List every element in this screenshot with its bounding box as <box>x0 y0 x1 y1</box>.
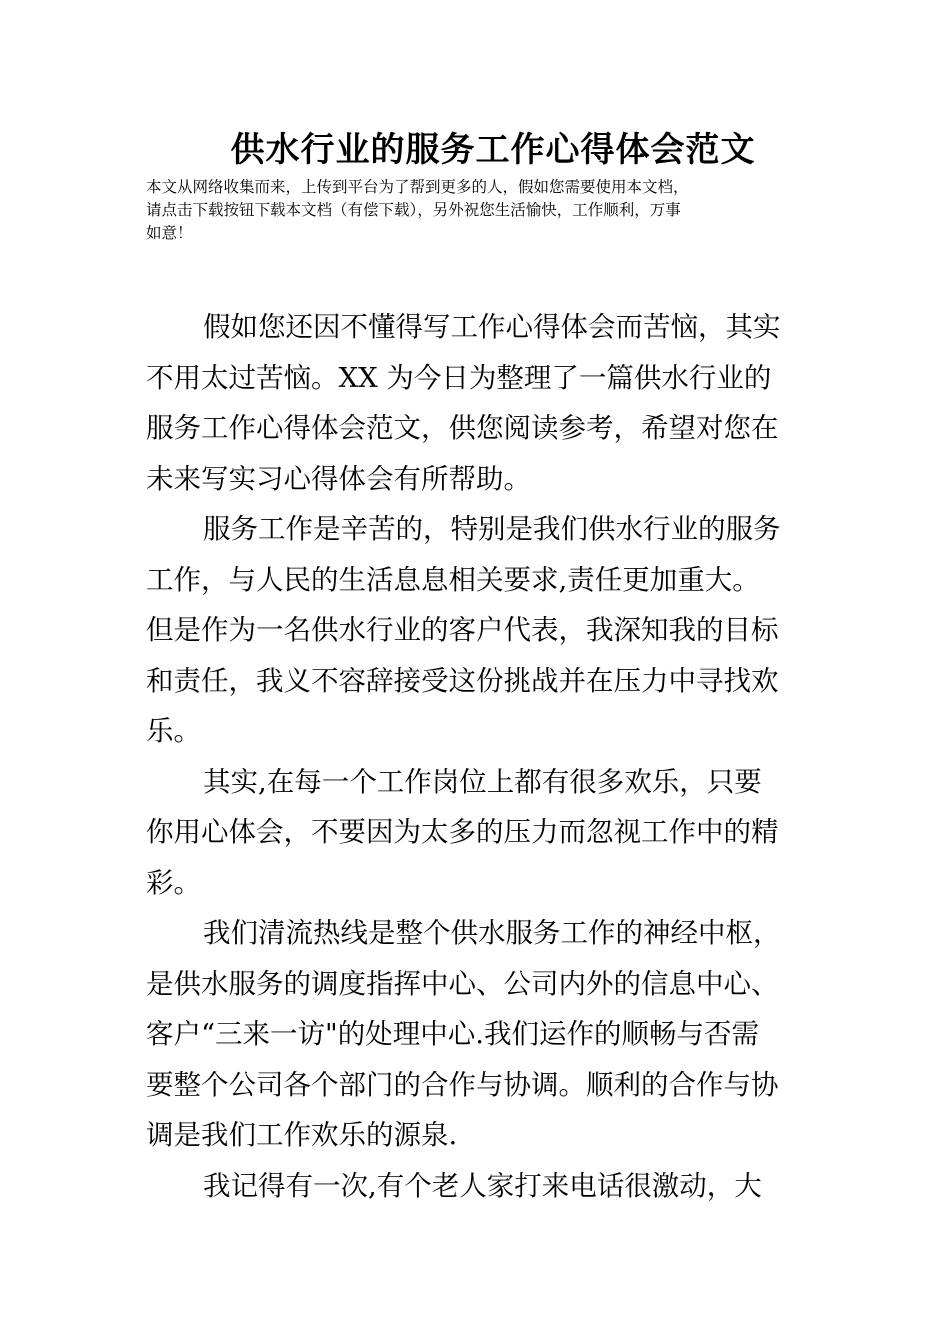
paragraph-line: 假如您还因不懂得写工作心得体会而苦恼，其实 <box>203 311 781 343</box>
paragraph-line: 要整个公司各个部门的合作与协调。顺利的合作与协 <box>146 1068 779 1101</box>
paragraph-line: 客户“三来一访"的处理中心.我们运作的顺畅与否需 <box>146 1018 759 1050</box>
document-title: 供水行业的服务工作心得体会范文 <box>230 130 756 170</box>
paragraph-line: 服务工作心得体会范文，供您阅读参考，希望对您在 <box>146 412 779 444</box>
paragraph-line: 彩。 <box>146 866 201 899</box>
paragraph-line: 我记得有一次,有个老人家打来电话很激动，大 <box>203 1169 762 1202</box>
paragraph-line: 和责任，我义不容辞接受这份挑战并在压力中寻找欢 <box>146 664 779 697</box>
paragraph-line: 服务工作是辛苦的，特别是我们供水行业的服务 <box>203 513 781 545</box>
paragraph-line: 乐。 <box>146 715 201 747</box>
paragraph-line: 是供水服务的调度指挥中心、公司内外的信息中心、 <box>146 967 779 1000</box>
paragraph-line: 调是我们工作欢乐的源泉. <box>146 1119 458 1151</box>
paragraph-line: 但是作为一名供水行业的客户代表，我深知我的目标 <box>146 614 779 646</box>
paragraph-line: 不用太过苦恼。XX 为今日为整理了一篇供水行业的 <box>146 361 772 394</box>
document-body <box>146 302 816 1211</box>
paragraph-line: 未来写实习心得体会有所帮助。 <box>146 462 531 495</box>
disclaimer-line: 如意！ <box>146 224 193 242</box>
paragraph-line: 其实,在每一个工作岗位上都有很多欢乐，只要 <box>203 765 762 798</box>
disclaimer-text <box>146 176 816 245</box>
paragraph-line: 你用心体会，不要因为太多的压力而忽视工作中的精 <box>146 816 779 848</box>
disclaimer-line: 本文从网络收集而来，上传到平台为了帮到更多的人，假如您需要使用本文档， <box>146 178 689 196</box>
disclaimer-line: 请点击下载按钮下载本文档（有偿下载），另外祝您生活愉快，工作顺利，万事 <box>146 201 681 219</box>
paragraph-line: 我们清流热线是整个供水服务工作的神经中枢， <box>203 917 781 949</box>
paragraph-line: 工作，与人民的生活息息相关要求,责任更加重大。 <box>146 563 760 596</box>
